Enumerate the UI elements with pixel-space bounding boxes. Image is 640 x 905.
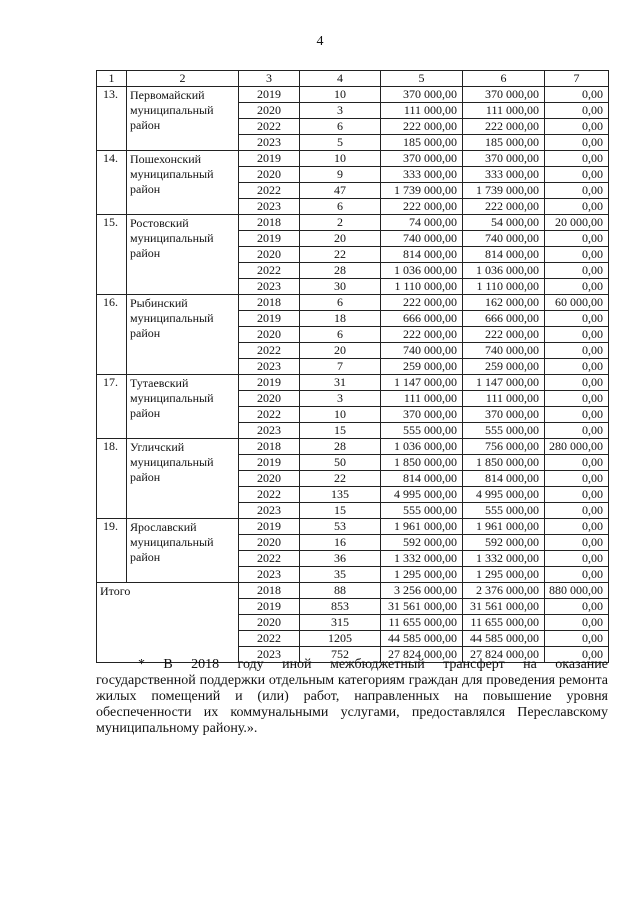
table-row xyxy=(97,151,609,167)
total-label: Итого xyxy=(97,583,239,663)
table-cell: 2018 xyxy=(239,295,300,311)
table-cell: 0,00 xyxy=(545,327,609,343)
header-cell: 1 xyxy=(97,71,127,87)
table-cell: 27 824 000,00 xyxy=(463,647,545,663)
table-cell: 2023 xyxy=(239,199,300,215)
table-cell: 30 xyxy=(300,279,381,295)
table-cell: 259 000,00 xyxy=(381,359,463,375)
table-cell: 2018 xyxy=(239,439,300,455)
table-cell: 1 110 000,00 xyxy=(381,279,463,295)
table-cell: 2020 xyxy=(239,615,300,631)
table-cell: 222 000,00 xyxy=(381,327,463,343)
table-cell: 15 xyxy=(300,423,381,439)
table-cell: 2023 xyxy=(239,647,300,663)
table-cell: 592 000,00 xyxy=(381,535,463,551)
row-number: 14. xyxy=(97,151,127,215)
table-cell: 2019 xyxy=(239,599,300,615)
table-cell: 2022 xyxy=(239,407,300,423)
total-row xyxy=(97,583,609,599)
table-cell: 111 000,00 xyxy=(381,103,463,119)
table-cell: 2022 xyxy=(239,551,300,567)
table-cell: 3 256 000,00 xyxy=(381,583,463,599)
table-cell: 0,00 xyxy=(545,263,609,279)
table-cell: 0,00 xyxy=(545,279,609,295)
header-cell: 5 xyxy=(381,71,463,87)
table-cell: 3 xyxy=(300,103,381,119)
row-number: 16. xyxy=(97,295,127,375)
table-cell: 6 xyxy=(300,327,381,343)
row-number: 19. xyxy=(97,519,127,583)
table-cell: 740 000,00 xyxy=(381,343,463,359)
district-name: Ярославский муниципальный район xyxy=(127,519,239,583)
table-cell: 2022 xyxy=(239,119,300,135)
table-cell: 1 850 000,00 xyxy=(463,455,545,471)
table-cell: 2020 xyxy=(239,103,300,119)
table-cell: 22 xyxy=(300,471,381,487)
table-cell: 162 000,00 xyxy=(463,295,545,311)
table-cell: 1 036 000,00 xyxy=(381,439,463,455)
table-cell: 0,00 xyxy=(545,247,609,263)
table-cell: 666 000,00 xyxy=(463,311,545,327)
table-cell: 2023 xyxy=(239,567,300,583)
table-cell: 333 000,00 xyxy=(463,167,545,183)
table-cell: 31 561 000,00 xyxy=(463,599,545,615)
table-cell: 88 xyxy=(300,583,381,599)
table-cell: 2020 xyxy=(239,327,300,343)
table-cell: 2019 xyxy=(239,151,300,167)
table-cell: 2023 xyxy=(239,279,300,295)
table-cell: 259 000,00 xyxy=(463,359,545,375)
table-cell: 814 000,00 xyxy=(463,247,545,263)
table-cell: 28 xyxy=(300,439,381,455)
table-cell: 0,00 xyxy=(545,375,609,391)
header-cell: 3 xyxy=(239,71,300,87)
table-cell: 0,00 xyxy=(545,455,609,471)
table-cell: 2022 xyxy=(239,183,300,199)
table-cell: 111 000,00 xyxy=(463,103,545,119)
district-name: Угличский муниципальный район xyxy=(127,439,239,519)
table-cell: 222 000,00 xyxy=(463,119,545,135)
table-cell: 333 000,00 xyxy=(381,167,463,183)
table-cell: 54 000,00 xyxy=(463,215,545,231)
table-cell: 2020 xyxy=(239,471,300,487)
table-cell: 0,00 xyxy=(545,503,609,519)
table-cell: 111 000,00 xyxy=(463,391,545,407)
header-row xyxy=(97,71,609,87)
table-cell: 853 xyxy=(300,599,381,615)
table-cell: 0,00 xyxy=(545,407,609,423)
table-cell: 280 000,00 xyxy=(545,439,609,455)
table-cell: 5 xyxy=(300,135,381,151)
table-cell: 370 000,00 xyxy=(381,87,463,103)
table-cell: 555 000,00 xyxy=(463,503,545,519)
table-cell: 0,00 xyxy=(545,535,609,551)
table-cell: 0,00 xyxy=(545,423,609,439)
page-number: 4 xyxy=(316,34,324,49)
table-cell: 135 xyxy=(300,487,381,503)
table-cell: 20 000,00 xyxy=(545,215,609,231)
table-cell: 0,00 xyxy=(545,135,609,151)
table-row xyxy=(97,87,609,103)
table-cell: 1 961 000,00 xyxy=(463,519,545,535)
table-cell: 370 000,00 xyxy=(381,151,463,167)
table-cell: 370 000,00 xyxy=(463,87,545,103)
table-cell: 60 000,00 xyxy=(545,295,609,311)
table-row xyxy=(97,439,609,455)
table-cell: 10 xyxy=(300,87,381,103)
table-row xyxy=(97,375,609,391)
table-cell: 2023 xyxy=(239,503,300,519)
table-cell: 2020 xyxy=(239,247,300,263)
footnote xyxy=(96,657,608,737)
table-cell: 2023 xyxy=(239,135,300,151)
table-cell: 756 000,00 xyxy=(463,439,545,455)
header-cell: 7 xyxy=(545,71,609,87)
table-cell: 0,00 xyxy=(545,359,609,375)
table-cell: 7 xyxy=(300,359,381,375)
table-cell: 0,00 xyxy=(545,151,609,167)
district-name: Рыбинский муниципальный район xyxy=(127,295,239,375)
footnote-text: государственной поддержки отдельным категориям граждан для проведения ремонта жилых помещений и (или) работ, направленных на повышение уровня обеспеченности их коммунальными услугами, предоставлялся Переславскому муниципальному району.». xyxy=(96,673,608,736)
table-cell: 2018 xyxy=(239,583,300,599)
table-cell: 1 850 000,00 xyxy=(381,455,463,471)
district-name: Ростовский муниципальный район xyxy=(127,215,239,295)
table-cell: 53 xyxy=(300,519,381,535)
table-cell: 2019 xyxy=(239,311,300,327)
table-cell: 1 147 000,00 xyxy=(463,375,545,391)
table-cell: 592 000,00 xyxy=(463,535,545,551)
data-table xyxy=(96,70,609,663)
table-cell: 740 000,00 xyxy=(381,231,463,247)
table-cell: 0,00 xyxy=(545,487,609,503)
table-cell: 0,00 xyxy=(545,119,609,135)
district-name: Пошехонский муниципальный район xyxy=(127,151,239,215)
table-cell: 2022 xyxy=(239,631,300,647)
header-cell: 4 xyxy=(300,71,381,87)
table-cell: 18 xyxy=(300,311,381,327)
table-row xyxy=(97,519,609,535)
table-cell: 814 000,00 xyxy=(381,247,463,263)
table-cell: 2019 xyxy=(239,231,300,247)
table-cell: 28 xyxy=(300,263,381,279)
table-cell: 2019 xyxy=(239,455,300,471)
table-cell: 1 739 000,00 xyxy=(463,183,545,199)
table-cell: 31 xyxy=(300,375,381,391)
table-cell: 222 000,00 xyxy=(463,199,545,215)
table-cell: 0,00 xyxy=(545,103,609,119)
table-cell: 1 295 000,00 xyxy=(463,567,545,583)
district-name: Тутаевский муниципальный район xyxy=(127,375,239,439)
table-cell: 0,00 xyxy=(545,647,609,663)
row-number: 18. xyxy=(97,439,127,519)
table-cell: 20 xyxy=(300,231,381,247)
table-cell: 47 xyxy=(300,183,381,199)
table-cell: 2022 xyxy=(239,263,300,279)
table-cell: 2023 xyxy=(239,423,300,439)
table-cell: 31 561 000,00 xyxy=(381,599,463,615)
table-cell: 222 000,00 xyxy=(381,295,463,311)
table-cell: 10 xyxy=(300,407,381,423)
row-number: 15. xyxy=(97,215,127,295)
table-cell: 4 995 000,00 xyxy=(463,487,545,503)
table-cell: 222 000,00 xyxy=(463,327,545,343)
table-cell: 3 xyxy=(300,391,381,407)
table-cell: 666 000,00 xyxy=(381,311,463,327)
table-cell: 555 000,00 xyxy=(381,503,463,519)
table-cell: 22 xyxy=(300,247,381,263)
table-cell: 740 000,00 xyxy=(463,343,545,359)
table-cell: 4 995 000,00 xyxy=(381,487,463,503)
table-cell: 0,00 xyxy=(545,391,609,407)
table-cell: 2022 xyxy=(239,343,300,359)
table-cell: 20 xyxy=(300,343,381,359)
table-cell: 35 xyxy=(300,567,381,583)
table-cell: 880 000,00 xyxy=(545,583,609,599)
table-cell: 1 110 000,00 xyxy=(463,279,545,295)
header-cell: 6 xyxy=(463,71,545,87)
table-cell: 814 000,00 xyxy=(381,471,463,487)
table-cell: 315 xyxy=(300,615,381,631)
table-cell: 0,00 xyxy=(545,183,609,199)
table-cell: 370 000,00 xyxy=(381,407,463,423)
table-cell: 0,00 xyxy=(545,471,609,487)
table-cell: 2020 xyxy=(239,535,300,551)
table-cell: 6 xyxy=(300,199,381,215)
table-row xyxy=(97,295,609,311)
table-cell: 27 824 000,00 xyxy=(381,647,463,663)
district-name: Первомайский муниципальный район xyxy=(127,87,239,151)
table-cell: 0,00 xyxy=(545,615,609,631)
table-cell: 0,00 xyxy=(545,231,609,247)
table-cell: 2023 xyxy=(239,359,300,375)
table-cell: 814 000,00 xyxy=(463,471,545,487)
table-cell: 740 000,00 xyxy=(463,231,545,247)
table-cell: 1 295 000,00 xyxy=(381,567,463,583)
table-cell: 2020 xyxy=(239,167,300,183)
table-cell: 555 000,00 xyxy=(463,423,545,439)
table-cell: 0,00 xyxy=(545,87,609,103)
table-cell: 44 585 000,00 xyxy=(381,631,463,647)
table-cell: 2022 xyxy=(239,487,300,503)
table-cell: 0,00 xyxy=(545,567,609,583)
table-cell: 1 332 000,00 xyxy=(463,551,545,567)
table-cell: 2020 xyxy=(239,391,300,407)
table-cell: 2019 xyxy=(239,87,300,103)
table-cell: 0,00 xyxy=(545,631,609,647)
table-row xyxy=(97,215,609,231)
table-cell: 1 147 000,00 xyxy=(381,375,463,391)
table-cell: 222 000,00 xyxy=(381,119,463,135)
table-cell: 370 000,00 xyxy=(463,407,545,423)
table-cell: 2018 xyxy=(239,215,300,231)
table-cell: 0,00 xyxy=(545,519,609,535)
table-cell: 74 000,00 xyxy=(381,215,463,231)
table-cell: 1 961 000,00 xyxy=(381,519,463,535)
table-cell: 50 xyxy=(300,455,381,471)
table-cell: 6 xyxy=(300,295,381,311)
table-cell: 0,00 xyxy=(545,311,609,327)
table-cell: 185 000,00 xyxy=(463,135,545,151)
table-cell: 185 000,00 xyxy=(381,135,463,151)
table-cell: 1 036 000,00 xyxy=(463,263,545,279)
table-cell: 0,00 xyxy=(545,599,609,615)
table-cell: 2019 xyxy=(239,519,300,535)
table-cell: 15 xyxy=(300,503,381,519)
table-cell: 0,00 xyxy=(545,167,609,183)
table-cell: 222 000,00 xyxy=(381,199,463,215)
row-number: 17. xyxy=(97,375,127,439)
table-cell: 11 655 000,00 xyxy=(463,615,545,631)
table-cell: 0,00 xyxy=(545,343,609,359)
table-cell: 36 xyxy=(300,551,381,567)
table-cell: 1205 xyxy=(300,631,381,647)
table-cell: 2019 xyxy=(239,375,300,391)
table-cell: 9 xyxy=(300,167,381,183)
table-cell: 1 036 000,00 xyxy=(381,263,463,279)
footnote-first-line: * В 2018 году иной межбюджетный трансферт на оказание xyxy=(138,657,608,672)
row-number: 13. xyxy=(97,87,127,151)
header-cell: 2 xyxy=(127,71,239,87)
table-cell: 1 332 000,00 xyxy=(381,551,463,567)
table-cell: 2 xyxy=(300,215,381,231)
table-cell: 6 xyxy=(300,119,381,135)
table-cell: 555 000,00 xyxy=(381,423,463,439)
table-cell: 10 xyxy=(300,151,381,167)
table-cell: 44 585 000,00 xyxy=(463,631,545,647)
table-cell: 111 000,00 xyxy=(381,391,463,407)
table-cell: 0,00 xyxy=(545,199,609,215)
table-cell: 0,00 xyxy=(545,551,609,567)
table-cell: 16 xyxy=(300,535,381,551)
table-cell: 1 739 000,00 xyxy=(381,183,463,199)
table-cell: 752 xyxy=(300,647,381,663)
table-cell: 2 376 000,00 xyxy=(463,583,545,599)
table-cell: 11 655 000,00 xyxy=(381,615,463,631)
table-cell: 370 000,00 xyxy=(463,151,545,167)
